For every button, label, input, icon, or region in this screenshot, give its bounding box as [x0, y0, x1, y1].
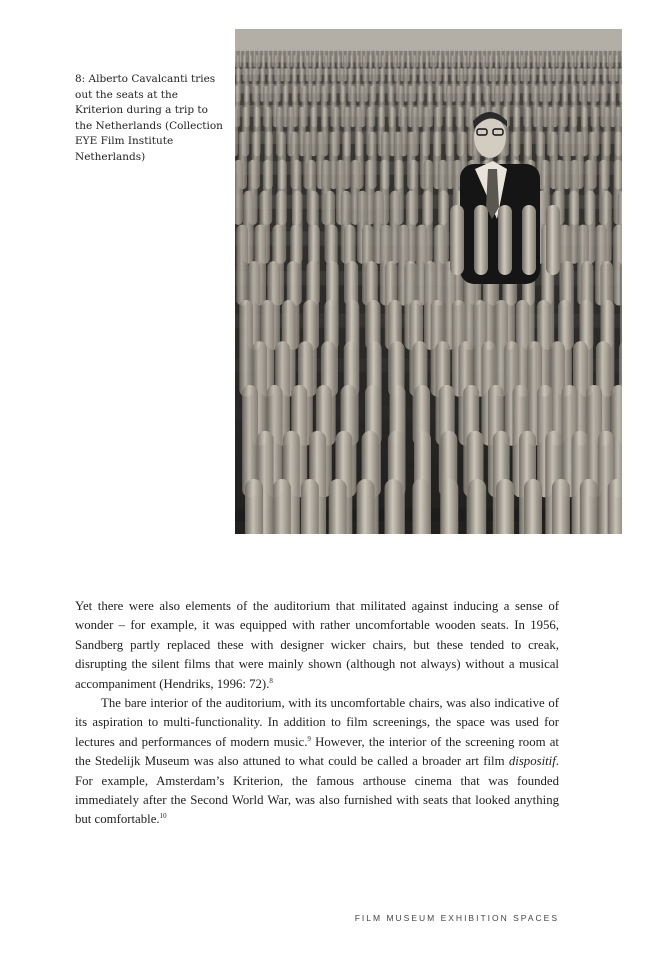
paragraph-2 — [75, 694, 559, 830]
paragraph-1 — [75, 597, 559, 694]
running-head: FILM MUSEUM EXHIBITION SPACES — [354, 913, 559, 923]
figure-photo — [235, 29, 622, 534]
figure-caption: 8: Alberto Cavalcanti tries out the seats at the Kriterion during a trip to the Netherlands (Collection EYE Film Institute Netherlands) — [75, 73, 223, 163]
paragraph-2-text-c: . For example, Amsterdam’s Kriterion, the famous arthouse cinema that was founded immediately after the Second World War, was also furnished with seats that looked anything but comfortable. — [75, 754, 559, 827]
paragraph-2-text-b: However, the interior of the screening room at the Stedelijk Museum was also attuned to what could be called a broader art film — [75, 734, 559, 769]
footnote-ref[interactable]: 9 — [307, 734, 311, 743]
article-body — [75, 597, 559, 830]
footnote-ref[interactable]: 10 — [159, 812, 167, 821]
footnote-ref[interactable]: 8 — [269, 676, 273, 685]
paragraph-2-text-a: The bare interior of the auditorium, with its uncomfortable chairs, was also indicative of its aspiration to multi-functionality. In addition to film screenings, the space was used for lectures and performances of modern music. — [75, 696, 559, 749]
photo-of-cinema-seats-icon — [235, 29, 622, 534]
paragraph-1-text: Yet there were also elements of the auditorium that militated against inducing a sense of wonder – for example, it was equipped with rather uncomfortable wooden seats. In 1956, Sandberg partly replaced these with designer wicker chairs, but these tended to creak, disrupting the silent films that were mainly shown (although not always) without a musical accompaniment (Hendriks, 1996: 72). — [75, 599, 559, 691]
italic-term: dispositif — [508, 754, 556, 769]
